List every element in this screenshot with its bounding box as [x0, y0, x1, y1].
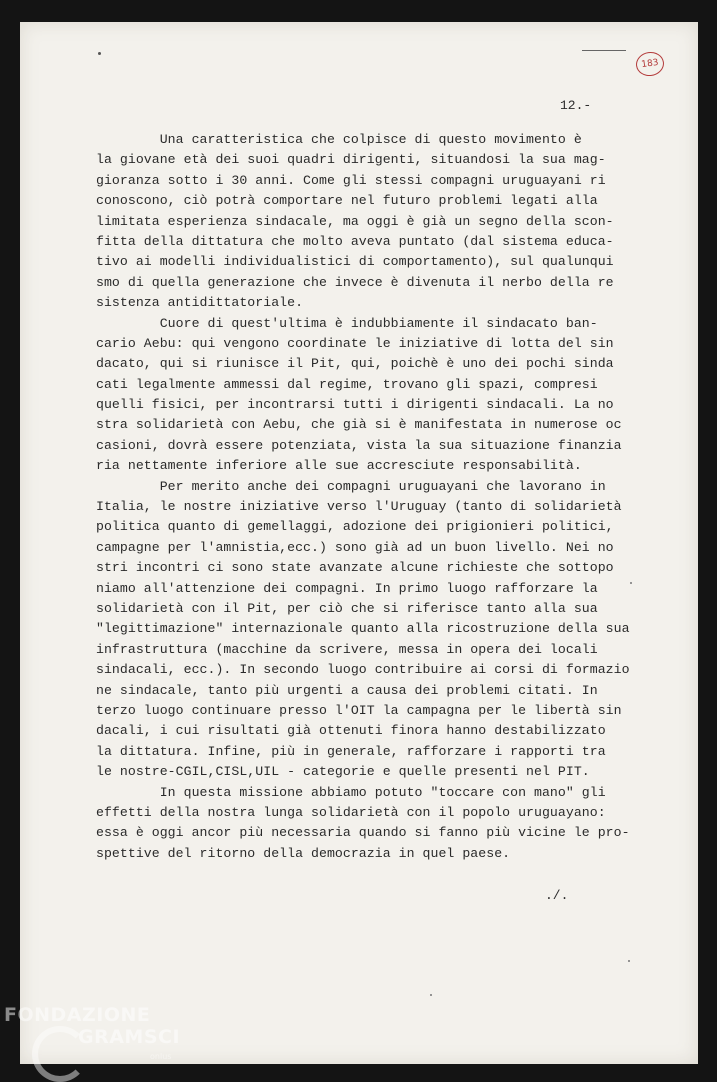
text-line: politica quanto di gemellaggi, adozione dei prigionieri politici, — [96, 519, 614, 535]
text-line: ne sindacale, tanto più urgenti a causa dei problemi citati. In — [96, 682, 598, 698]
text-line: effetti della nostra lunga solidarietà con il popolo uruguayano: — [96, 804, 606, 820]
text-line: infrastruttura (macchine da scrivere, messa in opera dei locali — [96, 641, 598, 657]
text-line: solidarietà con il Pit, per ciò che si riferisce tanto alla sua — [96, 600, 598, 616]
scan-speck — [430, 994, 432, 996]
watermark-line3: onlus — [150, 1052, 172, 1061]
margin-mark — [98, 52, 101, 55]
text-line: limitata esperienza sindacale, ma oggi è già un segno della scon- — [96, 213, 614, 229]
text-line: le nostre-CGIL,CISL,UIL - categorie e quelle presenti nel PIT. — [96, 764, 590, 780]
text-line: la dittatura. Infine, più in generale, rafforzare i rapporti tra — [96, 743, 606, 759]
text-line: sistenza antidittatoriale. — [96, 295, 304, 311]
scan-speck — [628, 960, 630, 962]
text-line: stra solidarietà con Aebu, che già si è manifestata in numerose oc — [96, 417, 622, 433]
text-line: "legittimazione" internazionale quanto alla ricostruzione della sua — [96, 621, 630, 637]
text-line: dacali, i cui risultati già ottenuti finora hanno destabilizzato — [96, 723, 606, 739]
text-line: ria nettamente inferiore alle sue accresciute responsabilità. — [96, 458, 582, 474]
page-number: 12.- — [560, 98, 592, 113]
text-line: Per merito anche dei compagni uruguayani che lavorano in — [96, 478, 606, 494]
scan-speck — [630, 582, 632, 584]
text-line: spettive del ritorno della democrazia in quel paese. — [96, 845, 511, 861]
text-line: Una caratteristica che colpisce di questo movimento è — [96, 132, 582, 147]
text-line: campagne per l'amnistia,ecc.) sono già ad un buon livello. Nei no — [96, 539, 614, 555]
text-line: gioranza sotto i 30 anni. Come gli stessi compagni uruguayani ri — [96, 172, 606, 188]
text-line: tivo ai modelli individualistici di comportamento), sul qualunqui — [96, 254, 614, 270]
text-line: cati legalmente ammessi dal regime, trovano gli spazi, compresi — [96, 376, 598, 392]
text-line: fitta della dittatura che molto aveva puntato (dal sistema educa- — [96, 233, 614, 249]
body-text — [96, 130, 656, 864]
closing-mark: ./. — [545, 888, 569, 903]
text-line: Italia, le nostre iniziative verso l'Uruguay (tanto di solidarietà — [96, 499, 622, 515]
text-line: dacato, qui si riunisce il Pit, qui, poichè è uno dei pochi sinda — [96, 356, 614, 372]
text-line: Cuore di quest'ultima è indubbiamente il sindacato ban- — [96, 315, 598, 331]
text-line: la giovane età dei suoi quadri dirigenti, situandosi la sua mag- — [96, 152, 606, 168]
text-line: smo di quella generazione che invece è divenuta il nerbo della re — [96, 274, 614, 290]
watermark-line1: FONDAZIONE — [4, 1004, 151, 1026]
text-line: In questa missione abbiamo potuto "toccare con mano" gli — [96, 784, 606, 800]
page-stamp: 183 — [634, 50, 665, 78]
text-line: casioni, dovrà essere potenziata, vista la sua situazione finanzia — [96, 437, 622, 453]
text-line: cario Aebu: qui vengono coordinate le iniziative di lotta del sin — [96, 335, 614, 351]
pencil-mark — [582, 50, 626, 51]
text-line: stri incontri ci sono state avanzate alcune richieste che sottopo — [96, 560, 614, 576]
text-line: quelli fisici, per incontrarsi tutti i dirigenti sindacali. La no — [96, 397, 614, 413]
text-line: niamo all'attenzione dei compagni. In primo luogo rafforzare la — [96, 580, 598, 596]
text-line: terzo luogo continuare presso l'OIT la campagna per le libertà sin — [96, 702, 622, 718]
watermark-line2: GRAMSCI — [78, 1026, 181, 1048]
text-line: essa è oggi ancor più necessaria quando si fanno più vicine le pro- — [96, 825, 630, 841]
text-line: sindacali, ecc.). In secondo luogo contribuire ai corsi di formazio — [96, 662, 630, 678]
document-page — [20, 22, 698, 1064]
text-line: conoscono, ciò potrà comportare nel futuro problemi legati alla — [96, 193, 598, 209]
